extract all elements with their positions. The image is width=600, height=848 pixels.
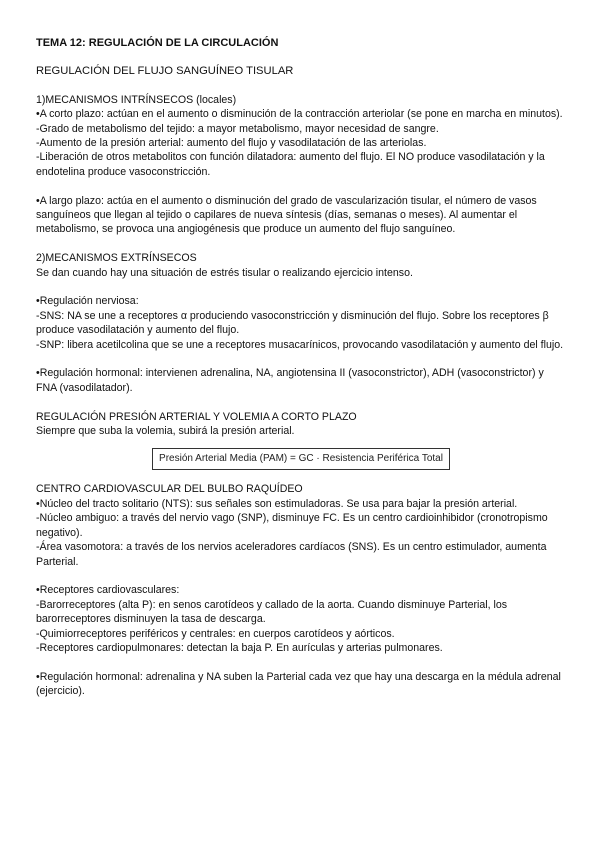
list-item-quimiorreceptores: -Quimiorreceptores periféricos y centrales: en cuerpos carotídeos y aórticos. bbox=[36, 627, 395, 640]
heading-mecanismos-intrinsecos: 1)MECANISMOS INTRÍNSECOS (locales) bbox=[36, 93, 237, 106]
spacer bbox=[36, 280, 566, 294]
list-item-nucleo-ambiguo: -Núcleo ambiguo: a través del nervio vago (SNP), disminuye FC. Es un centro cardioinhibidor (cronotropismo negativo). bbox=[36, 512, 548, 539]
document-title: TEMA 12: REGULACIÓN DE LA CIRCULACIÓN bbox=[36, 37, 279, 49]
spacer bbox=[36, 179, 566, 193]
paragraph-volemia: Siempre que suba la volemia, subirá la presión arterial. bbox=[36, 425, 295, 438]
heading-mecanismos-extrinsecos: 2)MECANISMOS EXTRÍNSECOS bbox=[36, 252, 197, 265]
spacer bbox=[36, 237, 566, 251]
section-heading-flujo-tisular: REGULACIÓN DEL FLUJO SANGUÍNEO TISULAR bbox=[36, 65, 294, 78]
section-heading-centro-cardiovascular: CENTRO CARDIOVASCULAR DEL BULBO RAQUÍDEO bbox=[36, 483, 303, 496]
list-item-nts: •Núcleo del tracto solitario (NTS): sus señales son estimuladoras. Se usa para bajar la presión arterial. bbox=[36, 497, 518, 510]
document-page bbox=[36, 36, 566, 699]
spacer bbox=[36, 352, 566, 366]
spacer bbox=[36, 569, 566, 583]
section-heading-presion-arterial: REGULACIÓN PRESIÓN ARTERIAL Y VOLEMIA A CORTO PLAZO bbox=[36, 410, 357, 423]
list-heading-regulacion-nerviosa: •Regulación nerviosa: bbox=[36, 295, 139, 308]
list-item-snp: -SNP: libera acetilcolina que se une a receptores musacarínicos, provocando vasodilatación y aumento del flujo. bbox=[36, 338, 564, 351]
formula-container bbox=[36, 448, 566, 470]
paragraph-extrinsecos-intro: Se dan cuando hay una situación de estrés tisular o realizando ejercicio intenso. bbox=[36, 266, 413, 279]
list-item-area-vasomotora: -Área vasomotora: a través de los nervios aceleradores cardíacos (SNS). Es un centro estimulador, aumenta Parterial. bbox=[36, 541, 547, 568]
paragraph-largo-plazo: •A largo plazo: actúa en el aumento o disminución del grado de vascularización tisular, el número de vasos sanguíneos que llegan al tejido o capilares de nueva síntesis (días, semanas o meses). Al aumentar el metabolismo, se provoca una angiogénesis que produce un aumento del flujo sanguíneo. bbox=[36, 194, 537, 236]
list-item-barorreceptores: -Barorreceptores (alta P): en senos carotídeos y callado de la aorta. Cuando disminuye Parterial, los barorreceptores disminuyen la tasa de descarga. bbox=[36, 598, 508, 626]
list-item-sns: -SNS: NA se une a receptores α produciendo vasoconstricción y disminución del flujo. Sobre los receptores β produce vasodilatación y aumento del flujo. bbox=[36, 309, 549, 337]
spacer bbox=[36, 655, 566, 669]
list-item-metabolismo: -Grado de metabolismo del tejido: a mayor metabolismo, mayor necesidad de sangre. bbox=[36, 122, 439, 135]
list-item-receptores-cardiopulmonares: -Receptores cardiopulmonares: detectan la baja P. En aurículas y arterias pulmonares. bbox=[36, 641, 443, 654]
spacer bbox=[36, 395, 566, 409]
paragraph-regulacion-hormonal-adrenal: •Regulación hormonal: adrenalina y NA suben la Parterial cada vez que hay una descarga en la médula adrenal (ejercicio). bbox=[36, 670, 561, 698]
list-item-presion-arterial: -Aumento de la presión arterial: aumento del flujo y vasodilatación de las arteriolas. bbox=[36, 137, 427, 150]
formula-box-pam: Presión Arterial Media (PAM) = GC · Resistencia Periférica Total bbox=[152, 448, 450, 470]
list-heading-receptores: •Receptores cardiovasculares: bbox=[36, 584, 180, 597]
paragraph-corto-plazo: •A corto plazo: actúan en el aumento o disminución de la contracción arteriolar (se pone en marcha en minutos). bbox=[36, 108, 563, 121]
list-item-metabolitos: -Liberación de otros metabolitos con función dilatadora: aumento del flujo. El NO produce vasodilatación y la endotelina produce vasoconstricción. bbox=[36, 151, 545, 178]
paragraph-regulacion-hormonal: •Regulación hormonal: intervienen adrenalina, NA, angiotensina II (vasoconstrictor), ADH (vasoconstrictor) y FNA (vasodilatador). bbox=[36, 367, 544, 394]
